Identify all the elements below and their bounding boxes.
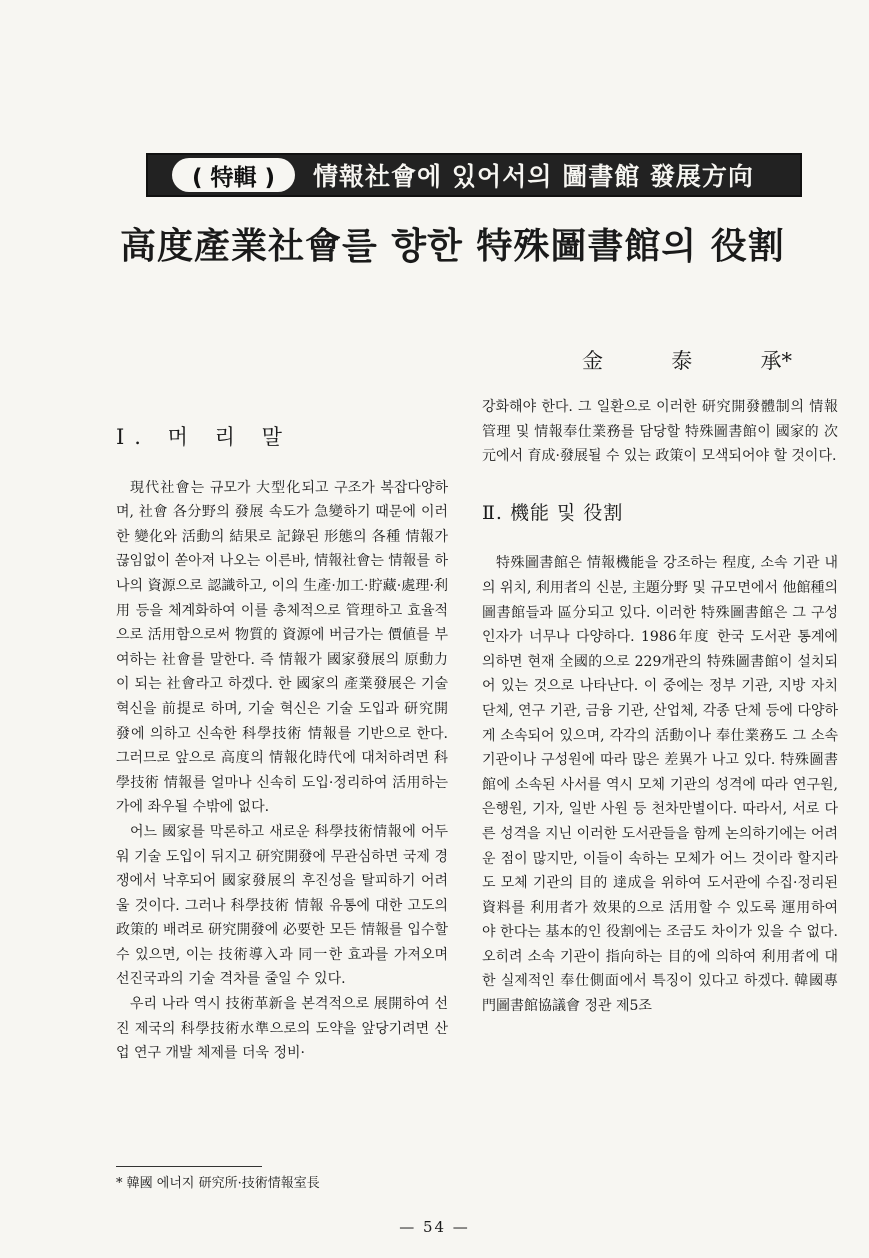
body-paragraph: 우리 나라 역시 技術革新을 본격적으로 展開하여 선진 제국의 科學技術水準으로의 도약을 앞당기려면 산업 연구 개발 체제를 더욱 정비·: [116, 996, 448, 1062]
author-footnote: * 韓國 에너지 研究所·技術情報室長: [116, 1176, 320, 1191]
special-issue-tag: ( 特輯 ): [172, 158, 295, 192]
body-paragraph: 特殊圖書館은 情報機能을 강조하는 程度, 소속 기관 내의 위치, 利用者의 신분, 主題分野 및 규모면에서 他館種의 圖書館들과 區分되고 있다. 이러한 特殊圖書館은 그 구성 인자가 너무나 다양하다. 1986年度 한국 도서관 통계에 의하면 현재 全國的으로 229개관의 特殊圖書館이 설치되어 있는 것으로 나타난다. 이 중에는 정부 기관, 지방 자치 단체, 연구 기관, 금융 기관, 산업체, 각종 단체 등에 다양하게 소속되어 있으며, 각각의 活動이나 奉仕業務도 그 소속 기관이나 구성원에 따라 많은 差異가 나고 있다. 特殊圖書館에 소속된 사서를 역시 모체 기관의 성격에 따라 연구원, 은행원, 기자, 일반 사원 등 천차만별이다. 따라서, 서로 다른 성격을 지닌 이러한 도서관들을 함께 논의하기에는 어려운 점이 많지만, 이들이 속하는 모체가 어느 것이라 할지라도 모체 기관의 目的 達成을 위하여 도서관에 수집·정리된 資料를 利用者가 效果的으로 活用할 수 있도록 運用하여야 한다는 基本的인 役割에는 조금도 차이가 있을 수 없다. 오히려 소속 기관이 指向하는 目的에 의하여 利用者에 대한 실제적인 奉仕側面에서 특징이 있다고 하겠다. 韓國專門圖書館協議會 정관 제5조: [482, 555, 838, 1015]
special-issue-banner: [146, 153, 802, 197]
author-name: [582, 345, 792, 375]
body-paragraph: 어느 國家를 막론하고 새로운 科學技術情報에 어두워 기술 도입이 뒤지고 研究開發에 무관심하면 국제 경쟁에서 낙후되어 國家發展의 후진성을 탈피하기 어려울 것이다. 그러나 科學技術 情報 유통에 대한 고도의 政策的 배려로 研究開發에 必要한 모든 情報를 입수할 수 있으면, 이는 技術導入과 同一한 효과를 가져오며 선진국과의 기술 격차를 줄일 수 있다.: [116, 823, 448, 988]
footnote-divider: [116, 1166, 262, 1167]
author-given-2: 承*: [760, 349, 792, 373]
left-column: [116, 395, 448, 1066]
continuation-paragraph: 강화해야 한다. 그 일환으로 이러한 研究開發體制의 情報管理 및 情報奉仕業務를 담당할 特殊圖書館이 國家的 次元에서 育成·發展될 수 있는 政策이 모색되어야 할 것이다.: [482, 399, 839, 465]
section-heading-1: I. 머 리 말: [116, 425, 292, 449]
article-title: 高度產業社會를 향한 特殊圖書館의 役割: [120, 225, 785, 267]
right-column: [482, 395, 838, 1019]
body-paragraph: 現代社會는 규모가 大型化되고 구조가 복잡다양하며, 社會 各分野의 發展 속도가 急變하기 때문에 이러한 變化와 活動의 結果로 記錄된 形態의 各種 情報가 끊임없이 쏟아져 나오는 이른바, 情報社會는 情報를 하나의 資源으로 認識하고, 이의 生產·加工·貯藏·處理·利用 등을 체계화하여 이를 총체적으로 管理하고 효율적으로 活用함으로써 物質的 資源에 버금가는 價値를 부여하는 社會를 말한다. 즉 情報가 國家發展의 原動力이 되는 社會라고 하겠다. 한 國家의 產業發展은 기술 혁신을 前提로 하며, 기술 혁신은 기술 도입과 研究開發에 의하고 신속한 科學技術 情報를 기반으로 한다. 그러므로 앞으로 高度의 情報化時代에 대처하려면 科學技術 情報를 얼마나 신속히 도입·정리하여 活用하는가에 좌우될 수밖에 없다.: [116, 479, 448, 816]
author-given-1: 泰: [671, 349, 693, 373]
banner-title: 情報社會에 있어서의 圖書館 發展方向: [313, 162, 754, 191]
page-number: — 54 —: [399, 1218, 470, 1236]
section-heading-2: Ⅱ. 機能 및 役割: [482, 501, 624, 524]
author-surname: 金: [582, 349, 603, 373]
